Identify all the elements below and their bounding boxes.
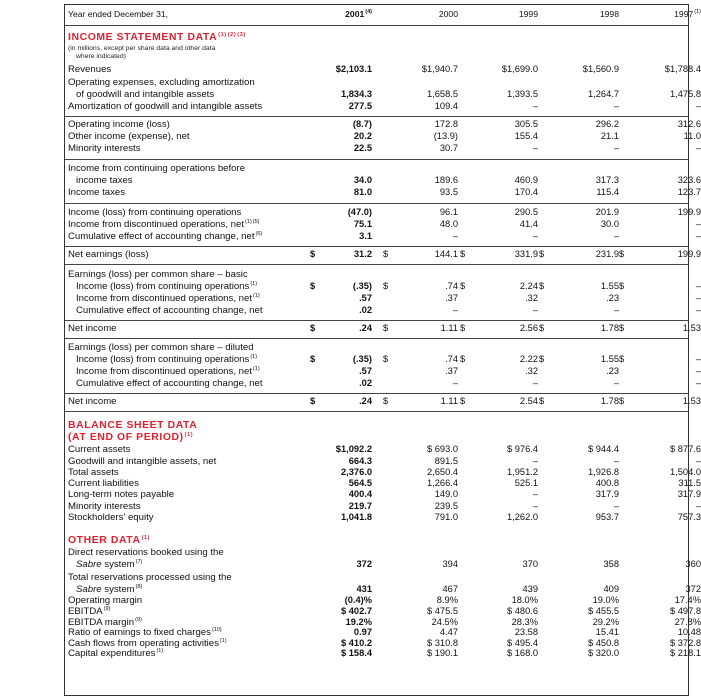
value-cell: .37 bbox=[445, 366, 458, 376]
value-cell: 17.4% bbox=[674, 595, 701, 606]
footnote-marker: (1) bbox=[253, 293, 260, 299]
value-cell: 0.97 bbox=[353, 627, 372, 638]
sabre-text: Sabre bbox=[76, 584, 102, 596]
value-cell: 199.9 bbox=[677, 207, 701, 217]
value-cell: – bbox=[695, 354, 701, 364]
value-cell: (.35) bbox=[352, 281, 372, 291]
row-label: Operating margin bbox=[68, 595, 143, 607]
value-cell: 460.9 bbox=[514, 175, 538, 185]
value-cell: 1.53 bbox=[682, 396, 701, 406]
row-label: Capital expenditures$^{(1)}$ bbox=[68, 648, 164, 660]
value-cell: – bbox=[695, 378, 701, 388]
value-cell: 96.1 bbox=[439, 207, 458, 217]
section-title-balance: BALANCE SHEET DATA bbox=[68, 420, 198, 431]
value-cell: 1,951.2 bbox=[506, 466, 538, 477]
value-cell: $ 310.8 bbox=[426, 637, 458, 648]
value-cell: .57 bbox=[359, 293, 372, 303]
row-label: Amortization of goodwill and intangible assets bbox=[68, 101, 263, 112]
value-cell: 31.2 bbox=[353, 249, 372, 259]
value-cell: 296.2 bbox=[595, 119, 619, 129]
value-cell: .24 bbox=[359, 323, 372, 333]
value-cell: 431 bbox=[356, 584, 372, 595]
value-cell: 149.0 bbox=[434, 489, 458, 500]
dollar-sign: $ bbox=[310, 396, 316, 406]
value-cell: 2.54 bbox=[519, 396, 538, 406]
value-cell: – bbox=[695, 455, 701, 466]
row-label: Income from continuing operations before bbox=[68, 163, 246, 174]
system-text: system bbox=[104, 559, 135, 571]
value-cell: – bbox=[532, 143, 538, 153]
dollar-sign: $ bbox=[310, 249, 316, 259]
value-cell: 1.11 bbox=[440, 396, 458, 406]
year-label: 2001 bbox=[345, 9, 365, 19]
value-cell: $ 168.0 bbox=[506, 648, 538, 659]
row-label: Income from discontinued operations, net$^{(1)}$ bbox=[76, 366, 260, 377]
row-label: Stockholders' equity bbox=[68, 512, 154, 523]
year-header-1997 bbox=[626, 10, 701, 19]
value-cell: 231.9 bbox=[595, 249, 619, 259]
row-label bbox=[76, 560, 142, 570]
value-cell: 172.8 bbox=[434, 119, 458, 129]
value-cell: 400.4 bbox=[348, 489, 372, 500]
row-label: Cumulative effect of accounting change, net$^{(6)}$ bbox=[68, 231, 263, 242]
section-title-balance-sub: (AT END OF PERIOD)$^{(1)}$ bbox=[68, 432, 194, 443]
value-cell: 24.5% bbox=[431, 616, 458, 627]
value-cell: 144.1 bbox=[434, 249, 458, 259]
footnote-marker: (1) bbox=[184, 432, 194, 438]
value-cell: 2.56 bbox=[519, 323, 538, 333]
system-text: system bbox=[104, 584, 135, 596]
value-cell: 123.7 bbox=[677, 187, 701, 197]
value-cell: 409 bbox=[603, 584, 619, 595]
value-cell: 953.7 bbox=[595, 512, 619, 522]
financial-data-table bbox=[65, 5, 701, 695]
row-label: Net earnings (loss) bbox=[68, 249, 149, 260]
row-label: EBITDA margin$^{(9)}$ bbox=[68, 616, 142, 628]
value-cell: $ 480.6 bbox=[506, 605, 538, 616]
value-cell: – bbox=[532, 305, 538, 315]
financial-data-table-frame bbox=[64, 4, 701, 696]
value-cell: .02 bbox=[359, 378, 372, 388]
value-cell: 290.5 bbox=[514, 207, 538, 217]
row-rule bbox=[65, 393, 688, 394]
year-header-1999 bbox=[463, 10, 538, 19]
footnote-marker: (1) bbox=[156, 648, 164, 655]
value-cell: 1.53 bbox=[682, 323, 701, 333]
footnote-marker: (1) bbox=[218, 32, 227, 38]
dollar-sign: $ bbox=[539, 323, 545, 333]
value-cell: 277.5 bbox=[348, 101, 372, 111]
row-rule bbox=[65, 159, 688, 160]
value-cell: – bbox=[695, 101, 701, 111]
value-cell: 2,650.4 bbox=[426, 466, 458, 477]
footnote-marker: (1) bbox=[250, 354, 258, 360]
value-cell: 1,266.4 bbox=[426, 478, 458, 489]
value-cell: 201.9 bbox=[595, 207, 619, 217]
value-cell: 27.8% bbox=[674, 616, 701, 627]
value-cell: 1.55 bbox=[600, 354, 619, 364]
value-cell: $ 450.8 bbox=[587, 637, 619, 648]
value-cell: 30.7 bbox=[439, 143, 458, 153]
row-rule bbox=[65, 203, 688, 204]
dollar-sign: $ bbox=[539, 281, 545, 291]
row-label: Goodwill and intangible assets, net bbox=[68, 455, 217, 467]
value-cell: .74 bbox=[445, 281, 458, 291]
value-cell: 34.0 bbox=[353, 175, 372, 185]
value-cell: 109.4 bbox=[434, 101, 458, 111]
value-cell: 370 bbox=[522, 559, 538, 570]
value-cell: $ 372.8 bbox=[669, 637, 701, 648]
value-cell: 22.5 bbox=[353, 143, 372, 153]
dollar-sign: $ bbox=[539, 249, 545, 259]
row-label: Minority interests bbox=[68, 500, 141, 512]
value-cell: – bbox=[613, 101, 619, 111]
value-cell: 29.2% bbox=[592, 616, 619, 627]
value-cell: $ 877.6 bbox=[669, 444, 701, 454]
row-label: Income taxes bbox=[68, 187, 126, 198]
value-cell: .57 bbox=[359, 366, 372, 376]
value-cell: .24 bbox=[359, 396, 372, 406]
value-cell: 664.3 bbox=[348, 455, 372, 466]
row-label: Ratio of earnings to fixed charges$^{(10)}$ bbox=[68, 627, 222, 639]
year-header-1998 bbox=[544, 10, 619, 19]
value-cell: – bbox=[695, 305, 701, 315]
footnote-marker: (7) bbox=[135, 559, 143, 566]
value-cell: .37 bbox=[445, 293, 458, 303]
value-cell: – bbox=[532, 489, 538, 500]
footnote-marker: (9) bbox=[103, 605, 111, 612]
value-cell: 48.0 bbox=[439, 219, 458, 229]
dollar-sign: $ bbox=[619, 396, 625, 406]
dollar-sign: $ bbox=[383, 354, 389, 364]
row-label: Other income (expense), net bbox=[68, 131, 190, 142]
value-cell: 18.0% bbox=[511, 595, 538, 606]
value-cell: 30.0 bbox=[600, 219, 619, 229]
value-cell: – bbox=[452, 305, 458, 315]
value-cell: 757.3 bbox=[677, 512, 701, 522]
dollar-sign: $ bbox=[460, 249, 466, 259]
row-rule bbox=[65, 264, 688, 265]
row-label: EBITDA$^{(9)}$ bbox=[68, 605, 111, 617]
dollar-sign: $ bbox=[460, 323, 466, 333]
value-cell: 317.9 bbox=[595, 489, 619, 500]
value-cell: .32 bbox=[525, 293, 538, 303]
row-label: Total reservations processed using the bbox=[68, 572, 232, 584]
value-cell: $ 475.5 bbox=[426, 605, 458, 616]
value-cell: 323.6 bbox=[677, 175, 701, 185]
row-label: Operating income (loss) bbox=[68, 119, 170, 130]
row-rule bbox=[65, 411, 688, 412]
value-cell: 3.1 bbox=[359, 231, 372, 241]
dollar-sign: $ bbox=[310, 281, 316, 291]
value-cell: 1,658.5 bbox=[426, 88, 458, 99]
year-header-label: Year ended December 31, bbox=[68, 9, 169, 19]
row-label: Net income bbox=[68, 323, 117, 334]
value-cell: $ 402.7 bbox=[340, 605, 372, 616]
value-cell: 394 bbox=[442, 559, 458, 570]
value-cell: 20.2 bbox=[353, 131, 372, 141]
value-cell: 170.4 bbox=[514, 187, 538, 197]
value-cell: – bbox=[452, 231, 458, 241]
dollar-sign: $ bbox=[460, 354, 466, 364]
value-cell: – bbox=[532, 378, 538, 388]
row-label: Income (loss) from continuing operations$^{(1)}$ bbox=[76, 354, 258, 365]
value-cell: $ 455.5 bbox=[587, 605, 619, 616]
dollar-sign: $ bbox=[619, 323, 625, 333]
value-cell: 199.9 bbox=[677, 249, 701, 259]
value-cell: $1,940.7 bbox=[421, 64, 458, 74]
value-cell: 8.9% bbox=[436, 595, 458, 606]
value-cell: 2.24 bbox=[519, 281, 538, 291]
value-cell: – bbox=[695, 281, 701, 291]
value-cell: $ 497.8 bbox=[669, 605, 701, 616]
value-cell: $ 158.4 bbox=[340, 648, 372, 659]
value-cell: – bbox=[695, 219, 701, 229]
footnote-marker: (1) bbox=[694, 9, 701, 15]
row-label: Minority interests bbox=[68, 143, 141, 154]
value-cell: 93.5 bbox=[439, 187, 458, 197]
footnote-marker: (1) bbox=[219, 637, 227, 644]
value-cell: $1,092.2 bbox=[335, 444, 372, 454]
dollar-sign: $ bbox=[310, 323, 316, 333]
value-cell: – bbox=[613, 378, 619, 388]
row-label: Income from discontinued operations, net$^{(1)}$ bbox=[76, 293, 260, 304]
row-label: Income (loss) from continuing operations$^{(1)}$ bbox=[76, 281, 258, 292]
value-cell: 189.6 bbox=[434, 175, 458, 185]
value-cell: 317.3 bbox=[595, 175, 619, 185]
value-cell: 41.4 bbox=[519, 219, 538, 229]
value-cell: 115.4 bbox=[596, 187, 619, 197]
value-cell: 2,376.0 bbox=[340, 466, 372, 477]
value-cell: 1.78 bbox=[600, 396, 619, 406]
dollar-sign: $ bbox=[539, 396, 545, 406]
value-cell: – bbox=[613, 500, 619, 511]
row-rule bbox=[65, 338, 688, 339]
value-cell: 19.0% bbox=[592, 595, 619, 606]
value-cell: – bbox=[613, 143, 619, 153]
row-label: Cumulative effect of accounting change, net bbox=[76, 305, 263, 316]
section-subtitle: where indicated) bbox=[76, 53, 126, 60]
value-cell: (13.9) bbox=[433, 131, 458, 141]
value-cell: 467 bbox=[442, 584, 458, 595]
value-cell: 525.1 bbox=[514, 478, 538, 489]
value-cell: 19.2% bbox=[345, 616, 372, 627]
footnote-marker: (2) bbox=[227, 32, 237, 38]
section-title-income: INCOME STATEMENT $DATA^{(1)(2)(3)}$ bbox=[68, 32, 246, 43]
dollar-sign: $ bbox=[619, 354, 625, 364]
year-label: 1999 bbox=[518, 9, 538, 19]
dollar-sign: $ bbox=[383, 323, 389, 333]
value-cell: $ 320.0 bbox=[587, 648, 619, 659]
dollar-sign: $ bbox=[383, 249, 389, 259]
value-cell: 1,041.8 bbox=[340, 512, 372, 522]
value-cell: 11.0 bbox=[683, 131, 701, 141]
row-rule bbox=[65, 320, 688, 321]
value-cell: $1,788.4 bbox=[664, 64, 701, 74]
value-cell: 564.5 bbox=[348, 478, 372, 489]
row-label: Current liabilities bbox=[68, 478, 139, 490]
footnote-marker: (6) bbox=[255, 231, 263, 237]
value-cell: $ 190.1 bbox=[426, 648, 458, 659]
value-cell: 1,475.8 bbox=[669, 88, 701, 99]
row-label: Operating expenses, excluding amortization bbox=[68, 76, 255, 88]
value-cell: $ 944.4 bbox=[587, 444, 619, 454]
footnote-marker: (4) bbox=[365, 9, 372, 15]
row-label: Current assets bbox=[68, 444, 131, 455]
value-cell: 21.1 bbox=[600, 131, 619, 141]
value-cell: 1,393.5 bbox=[506, 88, 538, 99]
footnote-marker: (1) bbox=[141, 535, 151, 542]
value-cell: $ 410.2 bbox=[340, 637, 372, 648]
dollar-sign: $ bbox=[383, 396, 389, 406]
value-cell: – bbox=[532, 101, 538, 111]
value-cell: (0.4)% bbox=[344, 595, 372, 606]
value-cell: $ 495.4 bbox=[506, 637, 538, 648]
value-cell: 23.58 bbox=[514, 627, 538, 638]
value-cell: $2,103.1 bbox=[335, 64, 372, 74]
row-label: Earnings (loss) per common share – diluted bbox=[68, 342, 254, 353]
value-cell: – bbox=[532, 455, 538, 466]
value-cell: 1.55 bbox=[600, 281, 619, 291]
value-cell: – bbox=[613, 305, 619, 315]
header-rule bbox=[65, 25, 688, 26]
value-cell: 219.7 bbox=[348, 500, 372, 511]
value-cell: 2.22 bbox=[519, 354, 538, 364]
value-cell: .02 bbox=[359, 305, 372, 315]
value-cell: 317.9 bbox=[677, 489, 701, 500]
value-cell: 891.5 bbox=[434, 455, 458, 466]
value-cell: 439 bbox=[522, 584, 538, 595]
dollar-sign: $ bbox=[539, 354, 545, 364]
dollar-sign: $ bbox=[619, 249, 625, 259]
value-cell: $ 693.0 bbox=[426, 444, 458, 454]
value-cell: 1,262.0 bbox=[506, 512, 538, 522]
value-cell: 372 bbox=[356, 559, 372, 570]
row-label: Direct reservations booked using the bbox=[68, 547, 224, 559]
value-cell: 1,926.8 bbox=[587, 466, 619, 477]
footnote-marker: (8) bbox=[135, 584, 143, 591]
value-cell: 305.5 bbox=[514, 119, 538, 129]
year-header-2000 bbox=[383, 10, 458, 19]
value-cell: 155.4 bbox=[514, 131, 538, 141]
value-cell: 10.48 bbox=[677, 627, 701, 638]
value-cell: – bbox=[532, 231, 538, 241]
value-cell: 311.5 bbox=[678, 478, 701, 489]
value-cell: 791.0 bbox=[434, 512, 458, 522]
row-label: Total assets bbox=[68, 466, 119, 478]
value-cell: 312.6 bbox=[677, 119, 701, 129]
value-cell: 81.0 bbox=[353, 187, 372, 197]
value-cell: 4.47 bbox=[439, 627, 458, 638]
value-cell: (47.0) bbox=[347, 207, 372, 217]
value-cell: – bbox=[452, 378, 458, 388]
section-subtitle: (in millions, except per share data and other data bbox=[68, 45, 216, 52]
value-cell: – bbox=[613, 455, 619, 466]
value-cell: 1,834.3 bbox=[340, 88, 372, 99]
value-cell: 1,504.0 bbox=[669, 466, 701, 477]
value-cell: 400.8 bbox=[595, 478, 619, 489]
row-label: Earnings (loss) per common share – basic bbox=[68, 269, 248, 280]
value-cell: 239.5 bbox=[434, 500, 458, 511]
row-label: Revenues bbox=[68, 64, 112, 75]
dollar-sign: $ bbox=[460, 396, 466, 406]
value-cell: .32 bbox=[525, 366, 538, 376]
section-title-other: OTHER DATA$^{(1)}$ bbox=[68, 535, 151, 547]
value-cell: .74 bbox=[445, 354, 458, 364]
row-label: Long-term notes payable bbox=[68, 489, 175, 501]
footnote-marker: (1) bbox=[250, 281, 258, 287]
row-label: of goodwill and intangible assets bbox=[76, 88, 215, 100]
value-cell: 28.3% bbox=[511, 616, 538, 627]
year-label: 1998 bbox=[599, 9, 619, 19]
value-cell: – bbox=[695, 143, 701, 153]
value-cell: (.35) bbox=[352, 354, 372, 364]
footnote-marker: (1) bbox=[245, 219, 252, 225]
dollar-sign: $ bbox=[310, 354, 316, 364]
value-cell: 331.9 bbox=[514, 249, 538, 259]
dollar-sign: $ bbox=[460, 281, 466, 291]
footnote-marker: (5) bbox=[252, 219, 260, 225]
row-rule bbox=[65, 246, 688, 247]
row-label: Income (loss) from continuing operations bbox=[68, 207, 242, 218]
value-cell: $1,560.9 bbox=[582, 64, 619, 74]
footnote-marker: (3) bbox=[237, 32, 246, 38]
row-label: Cash flows from operating activities$^{(1)}$ bbox=[68, 637, 227, 649]
row-rule bbox=[65, 116, 688, 117]
value-cell: 360 bbox=[685, 559, 701, 570]
row-label: Net income bbox=[68, 396, 117, 407]
value-cell: .23 bbox=[606, 293, 619, 303]
value-cell: (8.7) bbox=[352, 119, 372, 129]
value-cell: 358 bbox=[603, 559, 619, 570]
footnote-marker: (1) bbox=[253, 366, 260, 372]
value-cell: – bbox=[695, 231, 701, 241]
value-cell: – bbox=[695, 293, 701, 303]
sabre-text: Sabre bbox=[76, 559, 102, 571]
value-cell: 1.11 bbox=[440, 323, 458, 333]
value-cell: $1,699.0 bbox=[501, 64, 538, 74]
value-cell: – bbox=[532, 500, 538, 511]
row-label bbox=[76, 585, 142, 595]
value-cell: 75.1 bbox=[353, 219, 372, 229]
year-label: 1997 bbox=[674, 9, 694, 19]
row-label: income taxes bbox=[76, 175, 133, 186]
year-header-2001 bbox=[297, 10, 372, 19]
value-cell: $ 976.4 bbox=[506, 444, 538, 454]
value-cell: 15.41 bbox=[595, 627, 619, 638]
value-cell: – bbox=[695, 500, 701, 511]
value-cell: – bbox=[695, 366, 701, 376]
dollar-sign: $ bbox=[383, 281, 389, 291]
value-cell: – bbox=[613, 231, 619, 241]
year-label: 2000 bbox=[438, 9, 458, 19]
value-cell: $ 218.1 bbox=[669, 648, 701, 659]
footnote-marker: (9) bbox=[135, 616, 142, 623]
footnote-marker: (10) bbox=[211, 627, 222, 634]
value-cell: 372 bbox=[685, 584, 701, 595]
value-cell: 1.78 bbox=[600, 323, 619, 333]
row-label: Cumulative effect of accounting change, net bbox=[76, 378, 263, 389]
value-cell: 1,264.7 bbox=[587, 88, 619, 99]
row-label: Income from discontinued operations, net$^{(1)(5)}$ bbox=[68, 219, 260, 230]
dollar-sign: $ bbox=[619, 281, 625, 291]
value-cell: .23 bbox=[606, 366, 619, 376]
